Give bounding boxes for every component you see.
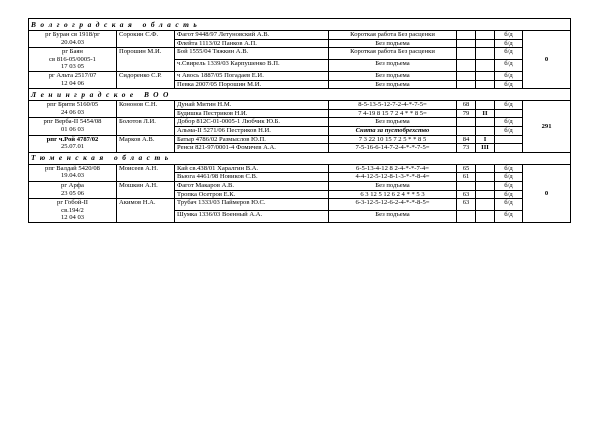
owner-cell: Сидоренко С.Р. — [117, 71, 175, 88]
partner-cell: Певка 2007/05 Порошин М.И. — [175, 80, 329, 89]
region-header-row — [29, 19, 571, 31]
owner-cell: Моисеев А.Н. — [117, 164, 175, 181]
result-cell: 6-5-13-4-12 8 2-4-*-*-7-4= — [329, 164, 457, 173]
table-row — [29, 164, 571, 173]
partner-cell: Ренси 821-97/0001-4 Фомичев А.А. — [175, 144, 329, 153]
table-row — [29, 101, 571, 110]
dog-line: 12 04 06 — [60, 79, 85, 87]
place-cell: II — [476, 109, 495, 118]
place-cell: III — [476, 144, 495, 153]
table-row — [29, 135, 571, 144]
result-cell: Короткая работа Без расценки — [329, 31, 457, 40]
score-cell: 63 — [457, 190, 476, 199]
result-cell: Короткая работа Без расценки — [329, 48, 457, 60]
award-cell — [495, 109, 523, 118]
result-cell: 7-5-16-6-14-7-2-4-*-*-7-5= — [329, 144, 457, 153]
partner-cell: Вьюга 4461/98 Новиков С.В. — [175, 173, 329, 182]
place-cell — [476, 181, 495, 190]
region-total: 291 — [523, 101, 571, 153]
dog-cell — [29, 31, 117, 48]
award-cell: б/д — [495, 181, 523, 190]
partner-cell: Флейта 1113/02 Панков А.П. — [175, 39, 329, 48]
dog-line: 20.04.03 — [60, 38, 85, 46]
place-cell — [476, 101, 495, 110]
award-cell: б/д — [495, 173, 523, 182]
partner-cell: ч Авось 1887/05 Погадаев Е.И. — [175, 71, 329, 80]
result-cell: Без подъема — [329, 71, 457, 80]
score-cell — [457, 31, 476, 40]
award-cell: б/д — [495, 31, 523, 40]
dog-cell — [29, 135, 117, 152]
result-cell: Без подъема — [329, 181, 457, 190]
region-total: 0 — [523, 31, 571, 89]
dog-line: 25.07.01 — [60, 143, 85, 151]
dog-line: 17 03 05 — [60, 63, 85, 71]
award-cell — [495, 135, 523, 144]
table-row — [29, 48, 571, 60]
table-row — [29, 71, 571, 80]
score-cell: 65 — [457, 164, 476, 173]
place-cell — [476, 164, 495, 173]
dog-line: рг Буран св 1918/рг — [45, 31, 100, 38]
owner-cell: Марков А.В. — [117, 135, 175, 152]
award-cell: б/д — [495, 80, 523, 89]
award-cell: б/д — [495, 101, 523, 110]
place-cell — [476, 71, 495, 80]
results-table — [28, 18, 571, 223]
partner-cell: Будишка Пестриков Н.И. — [175, 109, 329, 118]
dog-line: рг Арфа — [61, 181, 84, 189]
partner-cell: Фагот 9448/97 Летуновский А.В. — [175, 31, 329, 40]
results-body — [29, 19, 571, 223]
partner-cell: Тропка Осетров Е.К. — [175, 190, 329, 199]
score-cell — [457, 48, 476, 60]
dog-line: св.194/2 — [61, 206, 84, 214]
table-row — [29, 199, 571, 211]
place-cell — [476, 199, 495, 211]
score-cell: 63 — [457, 199, 476, 211]
partner-cell: Бой 1555/04 Тяжкин А.В. — [175, 48, 329, 60]
region-total: 0 — [523, 164, 571, 222]
award-cell: б/д — [495, 60, 523, 72]
result-cell: 6-3-12-5-12-6-2-4-*-*-8-5= — [329, 199, 457, 211]
dog-line: 19.04.03 — [60, 172, 85, 180]
score-cell: 79 — [457, 109, 476, 118]
place-cell — [476, 210, 495, 222]
award-cell: б/д — [495, 118, 523, 127]
owner-cell: Мошкин А.Н. — [117, 181, 175, 198]
result-cell: Без подъема — [329, 80, 457, 89]
award-cell: б/д — [495, 39, 523, 48]
place-cell — [476, 190, 495, 199]
dog-line: 01 06 03 — [60, 125, 85, 133]
place-cell — [476, 39, 495, 48]
score-cell: 73 — [457, 144, 476, 153]
dog-line: рг Альта 2517/07 — [48, 71, 97, 79]
score-cell — [457, 210, 476, 222]
award-cell: б/д — [495, 48, 523, 60]
result-cell: 6 3 12 5 12 6 2 4 * * 5 3 — [329, 190, 457, 199]
partner-cell: ч.Свирель 1339/03 Карпушенко В.П. — [175, 60, 329, 72]
dog-line: рг Баян — [62, 48, 83, 56]
dog-line: рг Гобой-II — [57, 199, 88, 207]
partner-cell: Кай св.438/01 Харалгин В.А. — [175, 164, 329, 173]
place-cell — [476, 118, 495, 127]
score-cell: 68 — [457, 101, 476, 110]
owner-cell: Болотов Л.И. — [117, 118, 175, 135]
dog-cell — [29, 48, 117, 72]
dog-cell — [29, 118, 117, 135]
region-name: Волгоградская область — [29, 19, 571, 31]
result-cell: 7 3 22 10 15 7 2 5 * * 8 5 — [329, 135, 457, 144]
partner-cell: Трубач 1333/03 Паймеров Ю.С. — [175, 199, 329, 211]
place-cell — [476, 31, 495, 40]
award-cell: б/д — [495, 164, 523, 173]
place-cell — [476, 80, 495, 89]
dog-line: 23 05 06 — [60, 189, 85, 197]
score-cell — [457, 60, 476, 72]
score-cell — [457, 118, 476, 127]
partner-cell: Альма-II 5271/06 Пестриков Н.И. — [175, 126, 329, 135]
region-header-row — [29, 152, 571, 164]
partner-cell: Дунай Митин Н.М. — [175, 101, 329, 110]
dog-cell — [29, 101, 117, 118]
partner-cell: Шумка 1336/03 Военный А.А. — [175, 210, 329, 222]
result-cell: 8-5-13-5-12-7-2-4-*-7-5= — [329, 101, 457, 110]
partner-cell: Батыр 4786/02 Размыслов Ю.П. — [175, 135, 329, 144]
dog-cell — [29, 199, 117, 223]
dog-line: рпг Верба-II 5454/08 — [43, 118, 102, 126]
award-cell: б/д — [495, 190, 523, 199]
owner-cell: Сорокин С.Ф. — [117, 31, 175, 48]
award-cell — [495, 144, 523, 153]
score-cell — [457, 71, 476, 80]
result-cell: Без подъема — [329, 60, 457, 72]
place-cell — [476, 48, 495, 60]
score-cell: 61 — [457, 173, 476, 182]
award-cell: б/д — [495, 71, 523, 80]
award-cell: б/д — [495, 199, 523, 211]
dog-line: св 816-05/0005-1 — [49, 55, 96, 63]
region-name: Ленинградское ВОО — [29, 89, 571, 101]
place-cell — [476, 126, 495, 135]
result-cell: Без подъема — [329, 118, 457, 127]
score-cell — [457, 126, 476, 135]
dog-cell — [29, 71, 117, 88]
result-cell: Без подъема — [329, 210, 457, 222]
partner-cell: Фагот Макаров А.В. — [175, 181, 329, 190]
dog-line: рпг Брити 5160/05 — [46, 101, 99, 109]
dog-line: рпг ч.Рой 4787/02 — [46, 135, 99, 143]
place-cell — [476, 60, 495, 72]
place-cell: I — [476, 135, 495, 144]
dog-cell — [29, 181, 117, 198]
score-cell — [457, 80, 476, 89]
dog-line: 24 06 03 — [60, 108, 85, 116]
dog-cell — [29, 164, 117, 181]
dog-line: рпг Валдай 5420/08 — [45, 164, 100, 172]
region-name: Тюменская область — [29, 152, 571, 164]
owner-cell: Кононов С.Н. — [117, 101, 175, 118]
result-cell: 7 4-19 8 15 7 2 4 * * 8 5= — [329, 109, 457, 118]
result-cell: 4-4-12-5-12-8-1-3-*-*-8-4= — [329, 173, 457, 182]
award-cell: б/д — [495, 210, 523, 222]
owner-cell: Порошин М.И. — [117, 48, 175, 72]
table-row — [29, 31, 571, 40]
award-cell: б/д — [495, 126, 523, 135]
table-row — [29, 118, 571, 127]
result-cell: Без подъема — [329, 39, 457, 48]
place-cell — [476, 173, 495, 182]
result-cell: Снята за пустобрехство — [329, 126, 457, 135]
score-cell: 84 — [457, 135, 476, 144]
score-cell — [457, 181, 476, 190]
owner-cell: Акимов Н.А. — [117, 199, 175, 223]
score-cell — [457, 39, 476, 48]
table-row — [29, 181, 571, 190]
partner-cell: Добор 812С-01-0005-1 Любчик Ю.Б. — [175, 118, 329, 127]
region-header-row — [29, 89, 571, 101]
dog-line: 12 04 03 — [60, 214, 85, 222]
